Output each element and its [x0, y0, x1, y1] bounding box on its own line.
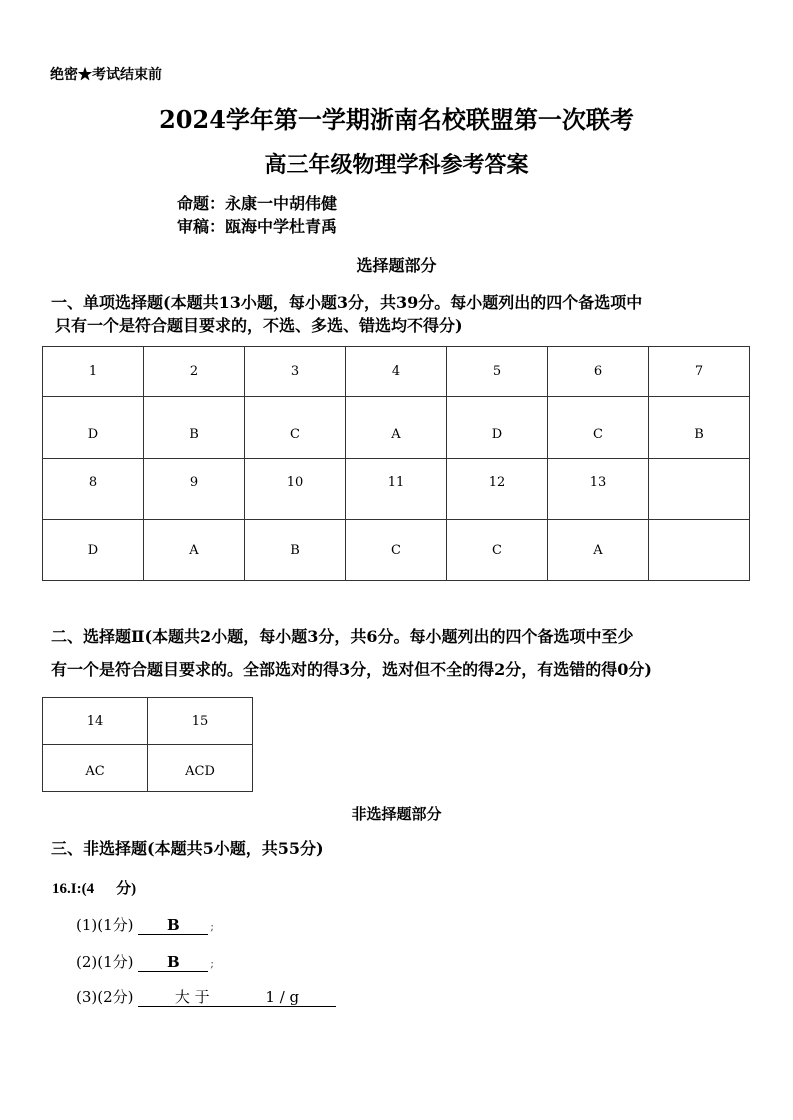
empty-cell [649, 459, 750, 520]
reviewer-line: 审稿：瓯海中学杜青禹 [177, 217, 338, 236]
section2-instructions: 二、选择题Ⅱ(本题共2小题，每小题3分，共6分。每小题列出的四个备选项中至少 [51, 627, 634, 646]
question-number-cell: 10 [245, 459, 346, 520]
answer-cell: C [447, 520, 548, 581]
answer-key-subtitle: 高三年级物理学科参考答案 [264, 152, 529, 178]
answer-cell: ACD [148, 745, 253, 792]
answer-cell: D [43, 397, 144, 459]
answer-cell: A [346, 397, 447, 459]
question-number-cell: 15 [148, 698, 253, 745]
answer-cell: B [245, 520, 346, 581]
answer-suffix: ; [210, 957, 214, 970]
answer-cell: C [548, 397, 649, 459]
answer-blank: B [138, 916, 208, 935]
exam-title: 2024学年第一学期浙南名校联盟第一次联考 [159, 105, 634, 134]
question-number-cell: 12 [447, 459, 548, 520]
answer-cell: AC [43, 745, 148, 792]
answer-prefix: (2)(1分) [76, 953, 134, 971]
part1-heading: 选择题部分 [356, 256, 437, 275]
table-row [43, 347, 750, 397]
question-16-number: 16.I:(4 [52, 881, 95, 897]
section1-instructions: 一、单项选择题(本题共13小题，每小题3分，共39分。每小题列出的四个备选项中 [51, 293, 643, 312]
question-number-cell: 14 [43, 698, 148, 745]
part2-heading: 非选择题部分 [351, 805, 442, 823]
question-16-label [52, 877, 136, 898]
table-row [43, 745, 253, 792]
answer-cell: D [447, 397, 548, 459]
answer-blank [138, 988, 336, 1007]
multiple-choice-answer-table [42, 697, 253, 792]
answer-line-3 [76, 986, 336, 1007]
answer-line-1 [76, 914, 214, 935]
confidential-label: 绝密★考试结束前 [50, 67, 162, 83]
author-line: 命题：永康一中胡伟健 [177, 194, 338, 213]
table-row [43, 520, 750, 581]
question-16-points: 分) [116, 881, 137, 897]
answer-cell: D [43, 520, 144, 581]
question-number-cell: 6 [548, 347, 649, 397]
answer-line-2 [76, 951, 214, 972]
table-row [43, 459, 750, 520]
answer-part-b: 1 / g [265, 988, 300, 1006]
question-number-cell: 2 [144, 347, 245, 397]
answer-prefix: (3)(2分) [76, 988, 134, 1006]
question-number-cell: 9 [144, 459, 245, 520]
question-number-cell: 8 [43, 459, 144, 520]
table-row [43, 397, 750, 459]
question-number-cell: 5 [447, 347, 548, 397]
question-number-cell: 1 [43, 347, 144, 397]
answer-cell: B [649, 397, 750, 459]
question-number-cell: 11 [346, 459, 447, 520]
section2-instructions-cont: 有一个是符合题目要求的。全部选对的得3分，选对但不全的得2分，有选错的得0分) [51, 660, 652, 679]
answer-cell: B [144, 397, 245, 459]
section3-instructions: 三、非选择题(本题共5小题，共55分) [51, 839, 324, 858]
single-choice-answer-table [42, 346, 750, 581]
answer-cell: C [245, 397, 346, 459]
question-number-cell: 13 [548, 459, 649, 520]
question-number-cell: 7 [649, 347, 750, 397]
answer-cell: A [144, 520, 245, 581]
empty-cell [649, 520, 750, 581]
answer-cell: C [346, 520, 447, 581]
question-number-cell: 4 [346, 347, 447, 397]
table-row [43, 698, 253, 745]
answer-part-a: 大 于 [174, 988, 210, 1006]
section1-instructions-cont: 只有一个是符合题目要求的，不选、多选、错选均不得分) [55, 316, 463, 335]
answer-suffix: ; [210, 920, 214, 933]
answer-prefix: (1)(1分) [76, 916, 134, 934]
answer-blank: B [138, 953, 208, 972]
answer-cell: A [548, 520, 649, 581]
question-number-cell: 3 [245, 347, 346, 397]
